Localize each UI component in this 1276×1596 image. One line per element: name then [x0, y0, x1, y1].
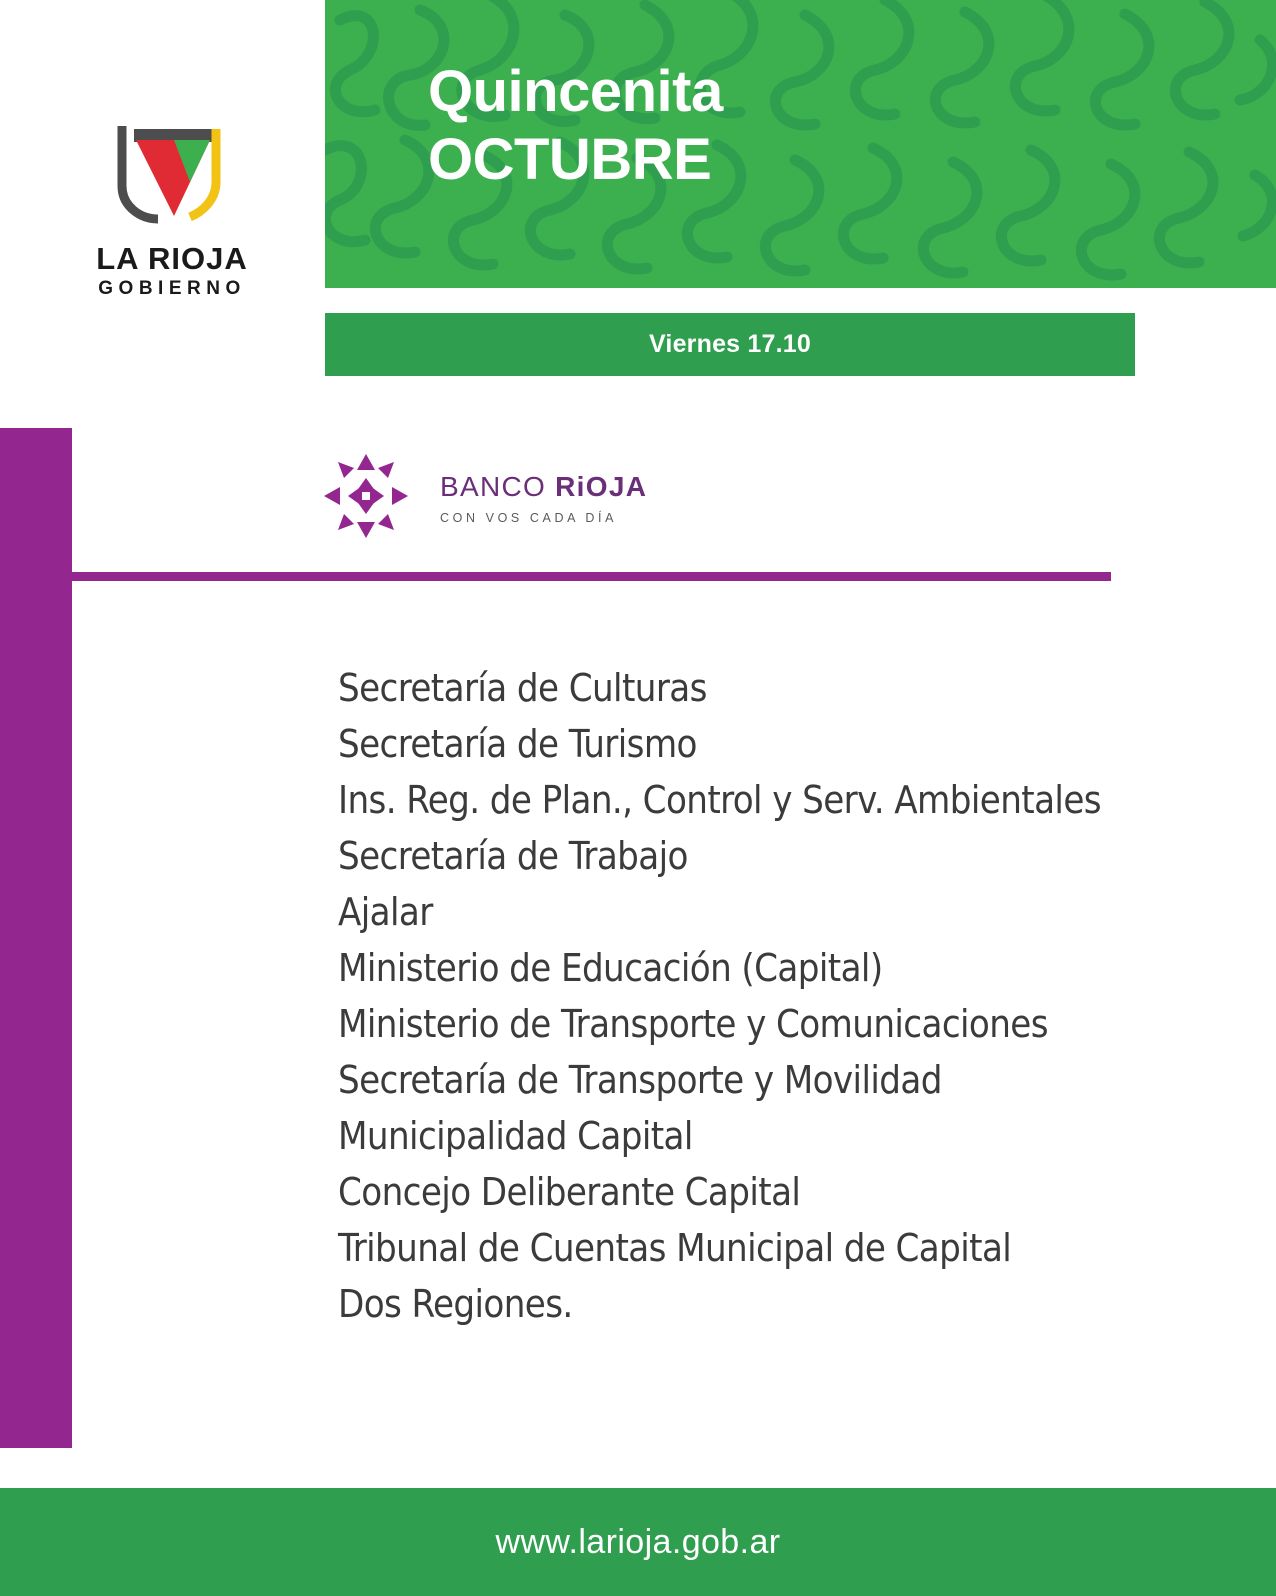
list-item: Secretaría de Turismo: [338, 722, 697, 766]
list-item: Secretaría de Transporte y Movilidad: [338, 1058, 942, 1102]
date-strip: [325, 313, 1135, 376]
bank-name: [440, 473, 647, 501]
bank-tagline: CON VOS CADA DÍA: [440, 511, 618, 525]
purple-horizontal-rule: [72, 572, 1111, 581]
footer-bar: [0, 1488, 1276, 1596]
bank-logo: [318, 448, 647, 544]
list-item: Secretaría de Culturas: [338, 666, 707, 710]
list-item: Secretaría de Trabajo: [338, 834, 688, 878]
banner-title: [428, 58, 723, 195]
list-item: Ministerio de Educación (Capital): [338, 946, 883, 990]
bank-name-light: BANCO: [440, 471, 556, 502]
gov-logo-subtitle: GOBIERNO: [98, 278, 246, 299]
gov-logo-name: LA RIOJA: [96, 241, 248, 276]
banner-title-line1: Quincenita: [428, 59, 723, 124]
list-item: Tribunal de Cuentas Municipal de Capital: [338, 1226, 1012, 1270]
list-item: Concejo Deliberante Capital: [338, 1170, 801, 1214]
header-banner: [325, 0, 1276, 288]
list-item: Municipalidad Capital: [338, 1114, 693, 1158]
banco-rioja-star-icon: [318, 448, 414, 544]
banner-title-line2: OCTUBRE: [428, 127, 712, 193]
bank-logo-text: [440, 467, 647, 525]
footer-website-url[interactable]: www.larioja.gob.ar: [495, 1522, 781, 1561]
list-item: Ajalar: [338, 890, 433, 934]
la-rioja-shield-icon: [98, 120, 246, 225]
purple-left-bar: [0, 428, 72, 1448]
list-item: Ins. Reg. de Plan., Control y Serv. Ambientales: [338, 778, 1101, 822]
list-item: Dos Regiones.: [338, 1282, 573, 1326]
gov-logo: [62, 120, 282, 298]
date-label: Viernes 17.10: [649, 330, 811, 358]
entity-list: [338, 660, 1218, 1332]
bank-name-bold: RiOJA: [555, 471, 648, 502]
list-item: Ministerio de Transporte y Comunicaciones: [338, 1002, 1048, 1046]
